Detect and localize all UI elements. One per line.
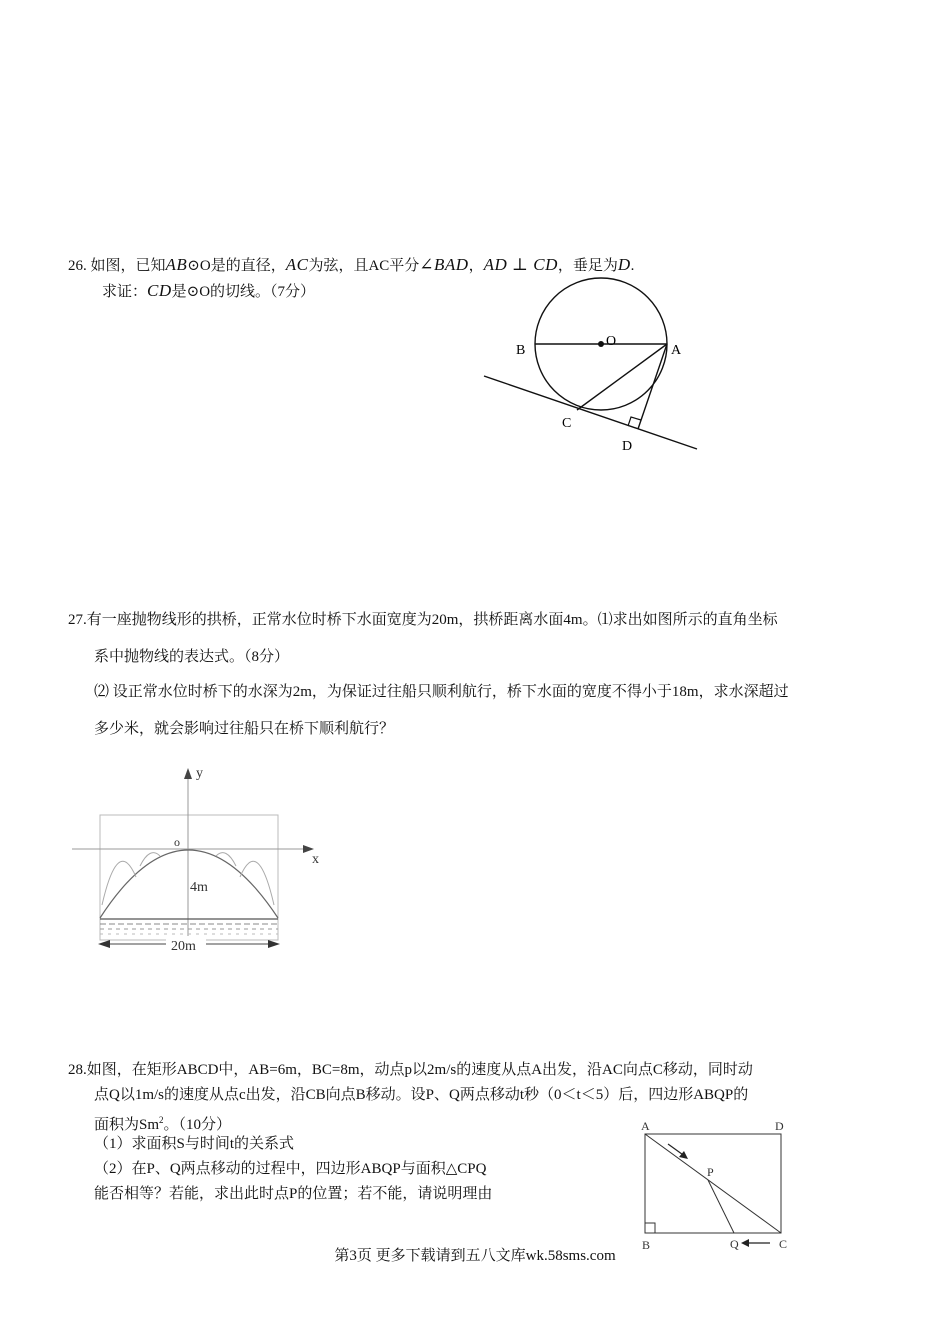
q28-line5: （2）在P、Q两点移动的过程中，四边形ABQP与面积△CPQ: [94, 1161, 487, 1177]
label-a: A: [641, 1119, 650, 1133]
q27-line2: 系中抛物线的表达式。（8分）: [94, 649, 290, 665]
q28-line4: （1）求面积S与时间t的关系式: [94, 1136, 295, 1152]
segment-pq: [708, 1180, 734, 1233]
label-y: y: [196, 766, 203, 781]
label-p: P: [707, 1165, 714, 1179]
q27-line3: ⑵ 设正常水位时桥下的水深为2m，为保证过往船只顺利航行，桥下水面的宽度不得小于18m，求水深超过: [94, 684, 789, 700]
q28-line1: 28.如图，在矩形ABCD中，AB=6m，BC=8m，动点p以2m/s的速度从点A出发，沿AC向点C移动，同时动: [68, 1062, 753, 1078]
label-a: A: [671, 343, 682, 358]
page-footer: 第3页 更多下载请到五八文库wk.58sms.com: [334, 1248, 616, 1264]
right-angle-b: [645, 1223, 655, 1233]
q26-prove: 求证：CD是⊙O的切线。（7分）: [102, 281, 316, 300]
q27-line1: 27.有一座抛物线形的拱桥，正常水位时桥下水面宽度为20m，拱桥距离水面4m。⑴求出如图所示的直角坐标: [68, 612, 778, 628]
diagonal-ac: [645, 1134, 781, 1233]
label-b: B: [642, 1238, 651, 1252]
q26-statement: 26. 如图，已知AB⊙O是的直径，AC为弦，且AC平分∠BAD，AD ⊥ CD，垂足为D.: [68, 255, 635, 274]
q28-line2: 点Q以1m/s的速度从点c出发，沿CB向点B移动。设P、Q两点移动t秒（0＜t＜5）后，四边形ABQP的: [94, 1087, 749, 1103]
label-x: x: [312, 852, 319, 867]
label-height: 4m: [190, 880, 208, 895]
label-c: C: [779, 1237, 788, 1251]
label-q: Q: [730, 1237, 739, 1251]
label-d: D: [622, 439, 633, 454]
label-origin: o: [174, 835, 180, 849]
q27-line4: 多少米，就会影响过往船只在桥下顺利航行？: [94, 721, 395, 737]
label-c: C: [562, 416, 572, 431]
label-o: O: [606, 334, 617, 349]
label-d: D: [775, 1119, 784, 1133]
label-width: 20m: [171, 939, 196, 954]
q28-line3: 面积为Sm$^2$。（10分）: [94, 1115, 232, 1133]
label-b: B: [516, 343, 526, 358]
q28-line6: 能否相等？若能，求出此时点P的位置；若不能，请说明理由: [94, 1186, 493, 1202]
